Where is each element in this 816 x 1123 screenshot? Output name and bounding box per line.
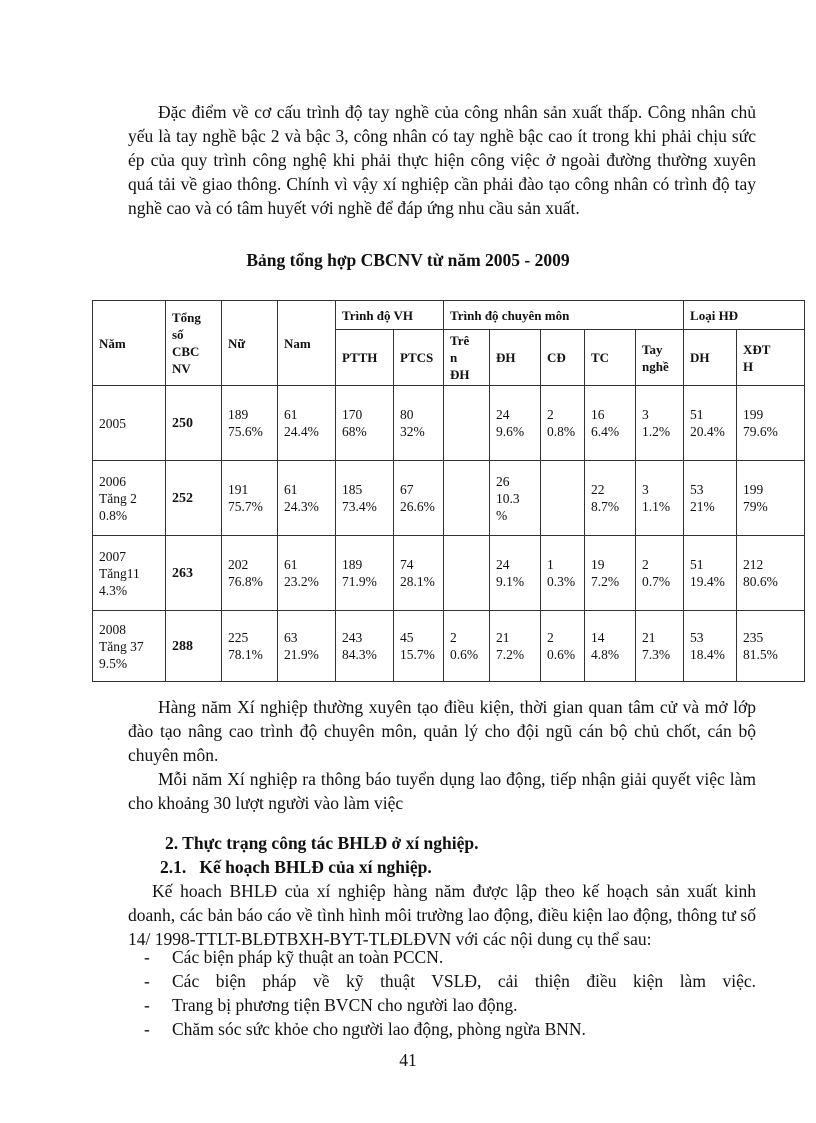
cell-nam: 2006 Tăng 2 0.8% xyxy=(93,461,166,536)
subsection-heading: 2.1. Kế hoạch BHLĐ của xí nghiệp. xyxy=(160,857,432,877)
header-xdth: XĐT H xyxy=(737,330,805,386)
paragraph-training: Hàng năm Xí nghiệp thường xuyên tạo điều kiện, thời gian quan tâm cử và mở lớp đào tạo nâng cao trình độ chuyên môn, quản lý cho đội ngũ cán bộ chủ chốt, cán bộ chuyên môn. xyxy=(128,697,756,765)
table-row xyxy=(93,611,805,682)
list-item-text: Chăm sóc sức khỏe cho người lao động, phòng ngừa BNN. xyxy=(172,1019,586,1039)
cell-dh: 21 7.2% xyxy=(490,611,541,682)
list-item-text: Các biện pháp kỹ thuật an toàn PCCN. xyxy=(172,947,444,967)
table-row xyxy=(93,536,805,611)
cell-ptth: 243 84.3% xyxy=(336,611,394,682)
cell-nam: 2007 Tăng11 4.3% xyxy=(93,536,166,611)
cell-dh: 24 9.6% xyxy=(490,386,541,461)
cell-hd-dh: 53 21% xyxy=(684,461,737,536)
list-item xyxy=(128,1017,756,1041)
header-loai-hd: Loại HĐ xyxy=(684,301,805,330)
cell-xdth: 212 80.6% xyxy=(737,536,805,611)
cell-hd-dh: 51 19.4% xyxy=(684,536,737,611)
cell-ptcs: 67 26.6% xyxy=(394,461,444,536)
header-hd-dh: DH xyxy=(684,330,737,386)
cell-cd: 2 0.6% xyxy=(541,611,585,682)
header-ptth: PTTH xyxy=(336,330,394,386)
cell-tc: 19 7.2% xyxy=(585,536,636,611)
cell-nam: 2005 xyxy=(93,386,166,461)
list-item xyxy=(128,993,756,1017)
cell-cd: 2 0.8% xyxy=(541,386,585,461)
table-title: Bảng tổng hợp CBCNV từ năm 2005 - 2009 xyxy=(246,250,570,270)
cell-nam-gioi: 61 23.2% xyxy=(278,536,336,611)
header-ptcs: PTCS xyxy=(394,330,444,386)
cell-tay-nghe: 21 7.3% xyxy=(636,611,684,682)
cell-tren-dh: 2 0.6% xyxy=(444,611,490,682)
cell-dh: 26 10.3 % xyxy=(490,461,541,536)
section-heading: 2. Thực trạng công tác BHLĐ ở xí nghiệp. xyxy=(165,833,479,853)
header-tren-dh: Trê n ĐH xyxy=(444,330,490,386)
header-tay-nghe: Tay nghề xyxy=(636,330,684,386)
cell-tc: 16 6.4% xyxy=(585,386,636,461)
measures-list xyxy=(128,945,756,1041)
cell-xdth: 235 81.5% xyxy=(737,611,805,682)
staff-summary-table xyxy=(92,300,805,682)
cell-tay-nghe: 3 1.2% xyxy=(636,386,684,461)
cell-ptth: 189 71.9% xyxy=(336,536,394,611)
paragraph-plan: Kế hoach BHLĐ của xí nghiệp hàng năm được lập theo kế hoạch sản xuất kinh doanh, các bản báo cáo về tình hình môi trường lao động, điều kiện lao động, thông tư số 14/ 1998-TTLT-BLĐTBXH-BYT-TLĐLĐVN với các nội dung cụ thể sau: xyxy=(128,881,756,949)
cell-ptcs: 45 15.7% xyxy=(394,611,444,682)
cell-tc: 14 4.8% xyxy=(585,611,636,682)
cell-nam-gioi: 61 24.4% xyxy=(278,386,336,461)
paragraph-recruitment: Mỗi năm Xí nghiệp ra thông báo tuyển dụng lao động, tiếp nhận giải quyết việc làm cho khoảng 30 lượt người vào làm việc xyxy=(128,769,756,813)
cell-tc: 22 8.7% xyxy=(585,461,636,536)
cell-hd-dh: 53 18.4% xyxy=(684,611,737,682)
cell-tren-dh xyxy=(444,461,490,536)
cell-tong: 250 xyxy=(166,386,222,461)
cell-tren-dh xyxy=(444,386,490,461)
cell-tong: 288 xyxy=(166,611,222,682)
header-trinh-do-vh: Trình độ VH xyxy=(336,301,444,330)
cell-cd: 1 0.3% xyxy=(541,536,585,611)
cell-ptcs: 74 28.1% xyxy=(394,536,444,611)
list-item-text: Các biện pháp về kỹ thuật VSLĐ, cải thiện điều kiện làm việc. xyxy=(172,971,756,991)
cell-nu: 225 78.1% xyxy=(222,611,278,682)
cell-dh: 24 9.1% xyxy=(490,536,541,611)
table-row xyxy=(93,461,805,536)
bullet-dash: - xyxy=(144,995,150,1015)
bullet-dash: - xyxy=(144,947,150,967)
cell-ptth: 185 73.4% xyxy=(336,461,394,536)
header-dh: ĐH xyxy=(490,330,541,386)
header-tong-so: Tổng số CBC NV xyxy=(166,301,222,386)
list-item-text: Trang bị phương tiện BVCN cho người lao động. xyxy=(172,995,518,1015)
header-cd: CĐ xyxy=(541,330,585,386)
cell-nam-gioi: 63 21.9% xyxy=(278,611,336,682)
cell-nam-gioi: 61 24.3% xyxy=(278,461,336,536)
cell-hd-dh: 51 20.4% xyxy=(684,386,737,461)
page-number: 41 xyxy=(399,1050,417,1070)
cell-nam: 2008 Tăng 37 9.5% xyxy=(93,611,166,682)
bullet-dash: - xyxy=(144,1019,150,1039)
cell-tren-dh xyxy=(444,536,490,611)
cell-tong: 263 xyxy=(166,536,222,611)
cell-nu: 191 75.7% xyxy=(222,461,278,536)
cell-tay-nghe: 2 0.7% xyxy=(636,536,684,611)
cell-xdth: 199 79.6% xyxy=(737,386,805,461)
table-row xyxy=(93,386,805,461)
header-tc: TC xyxy=(585,330,636,386)
cell-tay-nghe: 3 1.1% xyxy=(636,461,684,536)
header-nam-gioi: Nam xyxy=(278,301,336,386)
cell-tong: 252 xyxy=(166,461,222,536)
intro-paragraph: Đặc điểm về cơ cấu trình độ tay nghề của công nhân sản xuất thấp. Công nhân chủ yếu là tay nghề bậc 2 và bậc 3, công nhân có tay nghề bậc cao ít trong khi phải chịu sức ép của quy trình công nghệ khi phải thực hiện công việc ở ngoài đường thường xuyên quá tải về giao thông. Chính vì vậy xí nghiệp cần phải đào tạo công nhân có trình độ tay nghề cao và có tâm huyết với nghề để đáp ứng nhu cầu sản xuất. xyxy=(128,102,756,218)
header-nam: Năm xyxy=(93,301,166,386)
table-header-row xyxy=(93,301,805,330)
list-item xyxy=(128,969,756,993)
list-item xyxy=(128,945,756,969)
cell-nu: 202 76.8% xyxy=(222,536,278,611)
header-trinh-do-chuyen-mon: Trình độ chuyên môn xyxy=(444,301,684,330)
cell-cd xyxy=(541,461,585,536)
cell-ptcs: 80 32% xyxy=(394,386,444,461)
header-nu: Nữ xyxy=(222,301,278,386)
bullet-dash: - xyxy=(144,971,150,991)
cell-nu: 189 75.6% xyxy=(222,386,278,461)
cell-ptth: 170 68% xyxy=(336,386,394,461)
cell-xdth: 199 79% xyxy=(737,461,805,536)
